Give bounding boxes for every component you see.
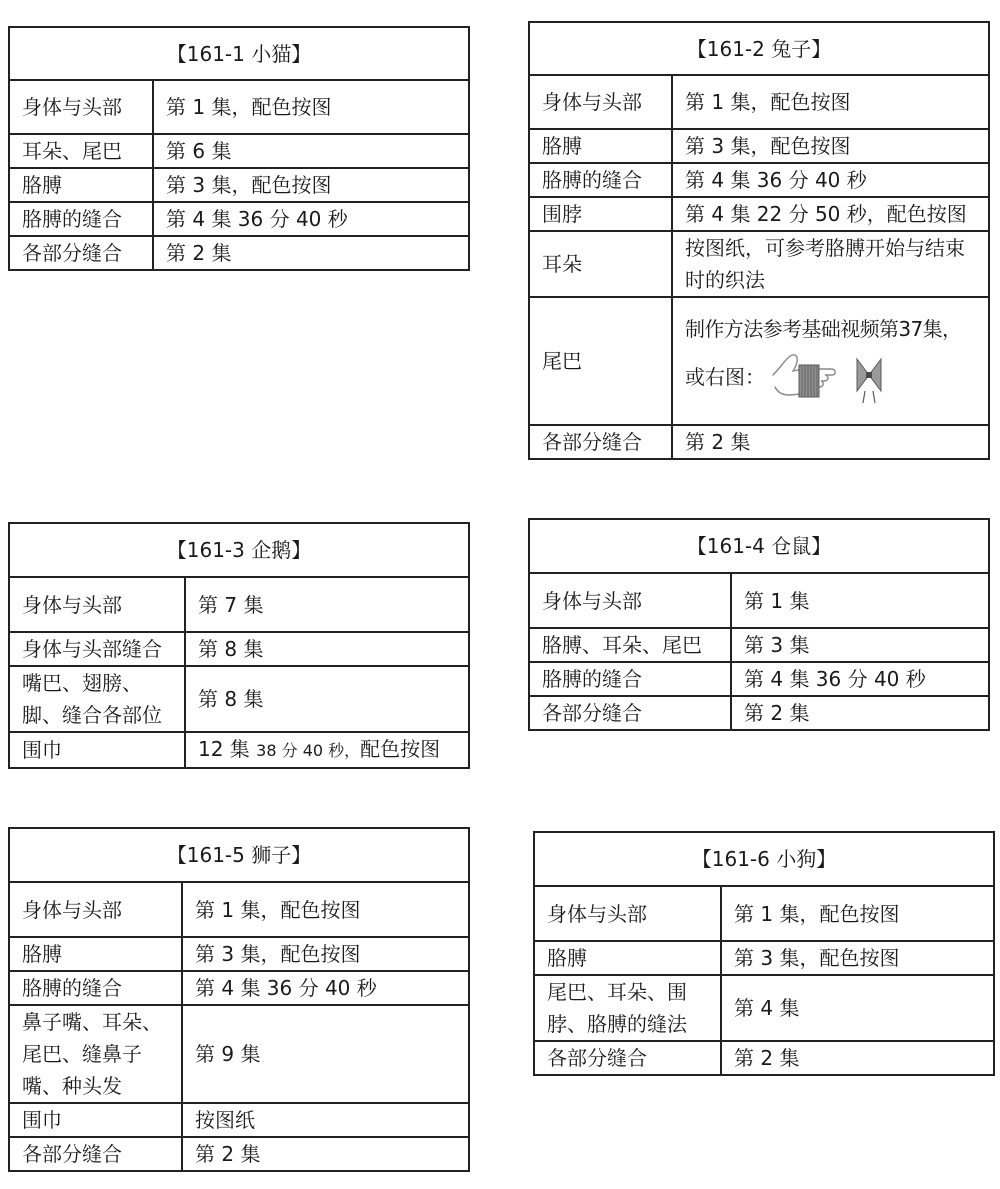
part-cell: 各部分缝合 (534, 1041, 721, 1075)
tail-method-line2: 或右图： (685, 365, 765, 389)
part-cell: 身体与头部 (9, 882, 182, 937)
method-cell-scarf (185, 732, 469, 768)
card-title: 【161-3 企鹅】 (9, 523, 469, 577)
card-title: 【161-5 狮子】 (9, 828, 469, 882)
part-cell: 身体与头部缝合 (9, 632, 185, 666)
part-cell: 围巾 (9, 1103, 182, 1137)
method-cell: 第 3 集 (731, 628, 989, 662)
part-cell: 胳膊 (9, 937, 182, 971)
method-cell: 第 2 集 (731, 696, 989, 730)
method-cell: 第 4 集 22 分 50 秒，配色按图 (672, 197, 989, 231)
part-cell: 胳膊的缝合 (529, 662, 731, 696)
part-cell: 身体与头部 (534, 886, 721, 941)
part-cell: 胳膊 (529, 129, 672, 163)
part-cell: 各部分缝合 (529, 425, 672, 459)
method-episode: 12 集 (198, 737, 257, 761)
part-cell: 胳膊的缝合 (9, 971, 182, 1005)
method-cell: 第 4 集 36 分 40 秒 (731, 662, 989, 696)
part-cell: 围巾 (9, 732, 185, 768)
method-cell: 第 1 集，配色按图 (182, 882, 469, 937)
method-cell: 第 9 集 (182, 1005, 469, 1103)
method-cell: 第 1 集，配色按图 (672, 75, 989, 129)
pompom-hand-illustration (769, 345, 889, 409)
method-cell-tail (672, 297, 989, 425)
part-cell: 各部分缝合 (9, 236, 153, 270)
method-cell: 第 2 集 (721, 1041, 994, 1075)
part-cell: 身体与头部 (529, 573, 731, 628)
part-cell: 各部分缝合 (9, 1137, 182, 1171)
method-cell: 第 4 集 (721, 975, 994, 1041)
part-cell: 身体与头部 (529, 75, 672, 129)
part-cell: 围脖 (529, 197, 672, 231)
method-cell: 第 1 集，配色按图 (153, 80, 469, 134)
card-penguin (8, 522, 470, 769)
method-cell: 第 8 集 (185, 632, 469, 666)
card-hamster (528, 518, 990, 731)
tail-method-line2-wrap (685, 345, 976, 409)
method-cell: 第 1 集，配色按图 (721, 886, 994, 941)
method-cell: 第 8 集 (185, 666, 469, 732)
part-cell: 各部分缝合 (529, 696, 731, 730)
method-color-note: 配色按图 (360, 737, 441, 761)
part-cell: 耳朵、尾巴 (9, 134, 153, 168)
part-cell: 嘴巴、翅膀、脚、缝合各部位 (9, 666, 185, 732)
method-cell: 第 1 集 (731, 573, 989, 628)
method-cell: 第 3 集，配色按图 (153, 168, 469, 202)
part-cell: 身体与头部 (9, 577, 185, 632)
part-cell: 尾巴 (529, 297, 672, 425)
method-cell: 第 3 集，配色按图 (672, 129, 989, 163)
method-cell: 按图纸，可参考胳膊开始与结束时的织法 (672, 231, 989, 297)
part-cell: 耳朵 (529, 231, 672, 297)
card-puppy (533, 831, 995, 1076)
card-title: 【161-4 仓鼠】 (529, 519, 989, 573)
card-title: 【161-1 小猫】 (9, 27, 469, 80)
part-cell: 胳膊 (9, 168, 153, 202)
method-cell: 按图纸 (182, 1103, 469, 1137)
method-cell: 第 4 集 36 分 40 秒 (182, 971, 469, 1005)
part-cell: 尾巴、耳朵、围脖、胳膊的缝法 (534, 975, 721, 1041)
method-cell: 第 3 集，配色按图 (182, 937, 469, 971)
part-cell: 胳膊的缝合 (529, 163, 672, 197)
method-cell: 第 4 集 36 分 40 秒 (153, 202, 469, 236)
method-cell: 第 3 集，配色按图 (721, 941, 994, 975)
card-rabbit (528, 21, 990, 460)
method-cell: 第 6 集 (153, 134, 469, 168)
part-cell: 身体与头部 (9, 80, 153, 134)
card-kitten (8, 26, 470, 271)
method-cell: 第 2 集 (182, 1137, 469, 1171)
method-timestamp: 38 分 40 秒， (256, 741, 361, 760)
part-cell: 胳膊的缝合 (9, 202, 153, 236)
part-cell: 鼻子嘴、耳朵、尾巴、缝鼻子嘴、种头发 (9, 1005, 182, 1103)
card-title: 【161-2 兔子】 (529, 22, 989, 75)
part-cell: 胳膊 (534, 941, 721, 975)
method-cell: 第 4 集 36 分 40 秒 (672, 163, 989, 197)
method-cell: 第 7 集 (185, 577, 469, 632)
method-cell: 第 2 集 (672, 425, 989, 459)
card-lion (8, 827, 470, 1172)
method-cell: 第 2 集 (153, 236, 469, 270)
card-title: 【161-6 小狗】 (534, 832, 994, 886)
part-cell: 胳膊、耳朵、尾巴 (529, 628, 731, 662)
tail-method-line1: 制作方法参考基础视频第37集， (685, 317, 962, 341)
